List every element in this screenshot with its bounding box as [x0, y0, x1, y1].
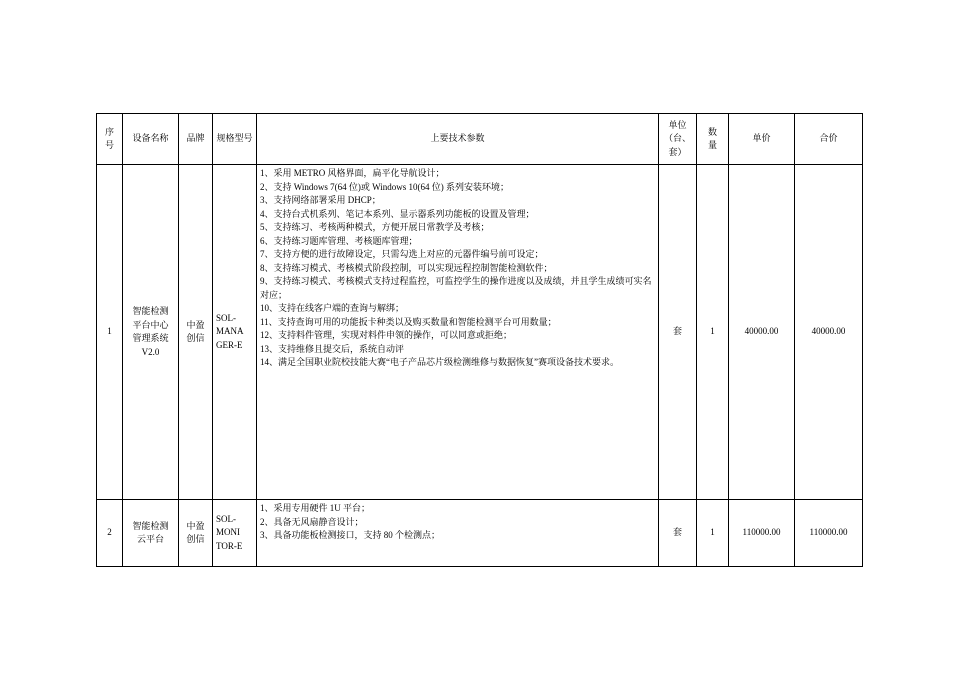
header-unit-line-1: 单位	[668, 119, 687, 130]
cell-tech-params	[257, 500, 659, 567]
param-line: 3、具备功能板检测接口，支持 80 个检测点；	[260, 530, 441, 540]
equipment-name-line: 管理系统	[132, 333, 169, 343]
param-line: 7、支持方便的进行故障设定，只需勾选上对应的元器件编号前可设定；	[260, 249, 544, 259]
header-cell-total: 合价	[795, 114, 863, 165]
param-line: 4、支持台式机系列、笔记本系列、显示器系列功能板的设置及管理；	[260, 208, 535, 219]
table-body	[97, 165, 863, 567]
header-cell-model: 规格型号	[213, 114, 257, 165]
cell-model	[213, 165, 257, 500]
param-line: 11、支持查询可用的功能扳卡种类以及购买数量和智能检测平台可用数量；	[260, 316, 557, 327]
param-line: 1、采用 METRO 风格界面，扁平化导航设计；	[260, 168, 445, 178]
table-header	[97, 114, 863, 165]
brand-line: 中盈	[186, 520, 205, 531]
model-line: TOR-E	[216, 540, 243, 551]
cell-unit-price: 40000.00	[729, 165, 795, 500]
param-line: 3、支持网络部署采用 DHCP；	[260, 195, 381, 205]
param-line: 5、支持练习、考核两种模式，方便开展日常教学及考核；	[260, 222, 490, 232]
equipment-name-line: 平台中心	[132, 319, 169, 330]
header-unit-line-2: （台、	[663, 133, 691, 144]
equipment-name-line: 云平台	[136, 534, 164, 544]
param-line: 10、支持在线客户端的查询与解绑；	[260, 303, 405, 313]
model-line: GER-E	[216, 339, 243, 350]
header-qty-line-1: 数	[707, 126, 717, 137]
cell-seq: 1	[97, 165, 123, 500]
model-line: SOL-MONI	[216, 513, 240, 538]
header-unit-line-3: 套）	[668, 146, 687, 157]
header-cell-name: 设备名称	[123, 114, 179, 165]
cell-unit: 套	[659, 500, 697, 567]
header-seq-line-1: 序	[104, 126, 114, 137]
model-line: SOL-MANA	[216, 312, 244, 337]
cell-unit-price: 110000.00	[729, 500, 795, 567]
cell-unit: 套	[659, 165, 697, 500]
param-line: 14、满足全国职业院校技能大赛“电子产品芯片级检测维修与数据恢复”赛项设备技术要求。	[260, 357, 619, 367]
cell-equipment-name	[123, 500, 179, 567]
header-cell-unit	[659, 114, 697, 165]
header-cell-seq	[97, 114, 123, 165]
cell-model	[213, 500, 257, 567]
param-line: 8、支持练习模式、考核模式阶段控制，可以实现远程控制智能检测软件；	[260, 262, 553, 273]
param-line: 6、支持练习题库管理、考核题库管理；	[260, 235, 418, 246]
param-line: 9、支持练习模式、考核模式支持过程监控，可监控学生的操作进度以及成绩，并且学生成绩可实名对应；	[260, 276, 652, 300]
table-row	[97, 500, 863, 567]
spec-table-container	[96, 113, 862, 567]
cell-equipment-name	[123, 165, 179, 500]
cell-tech-params	[257, 165, 659, 500]
equipment-name-line: 智能检测	[132, 520, 169, 531]
param-line: 2、具备无风扇静音设计；	[260, 516, 364, 527]
header-qty-line-2: 量	[707, 140, 717, 150]
param-line: 13、支持维修且提交后，系统自动评	[260, 343, 405, 354]
header-seq-line-2: 号	[104, 140, 114, 150]
header-cell-price: 单价	[729, 114, 795, 165]
cell-brand	[179, 165, 213, 500]
param-line: 12、支持料件管理，实现对料件申领的操作，可以同意或拒绝；	[260, 330, 513, 340]
brand-line: 创信	[186, 534, 205, 544]
brand-line: 创信	[186, 333, 205, 343]
cell-total-price: 110000.00	[795, 500, 863, 567]
equipment-name-line: V2.0	[141, 346, 160, 357]
table-header-row	[97, 114, 863, 165]
equipment-name-line: 智能检测	[132, 306, 169, 316]
cell-quantity: 1	[697, 500, 729, 567]
param-line: 1、采用专用硬件 1U 平台；	[260, 503, 371, 513]
header-cell-qty	[697, 114, 729, 165]
cell-brand	[179, 500, 213, 567]
cell-total-price: 40000.00	[795, 165, 863, 500]
cell-seq: 2	[97, 500, 123, 567]
cell-quantity: 1	[697, 165, 729, 500]
equipment-spec-table	[96, 113, 863, 567]
table-row	[97, 165, 863, 500]
header-cell-brand: 品牌	[179, 114, 213, 165]
brand-line: 中盈	[186, 319, 205, 330]
param-line: 2、支持 Windows 7(64 位)或 Windows 10(64 位) 系列安装环境；	[260, 181, 510, 192]
header-cell-params: 上要技术参数	[257, 114, 659, 165]
